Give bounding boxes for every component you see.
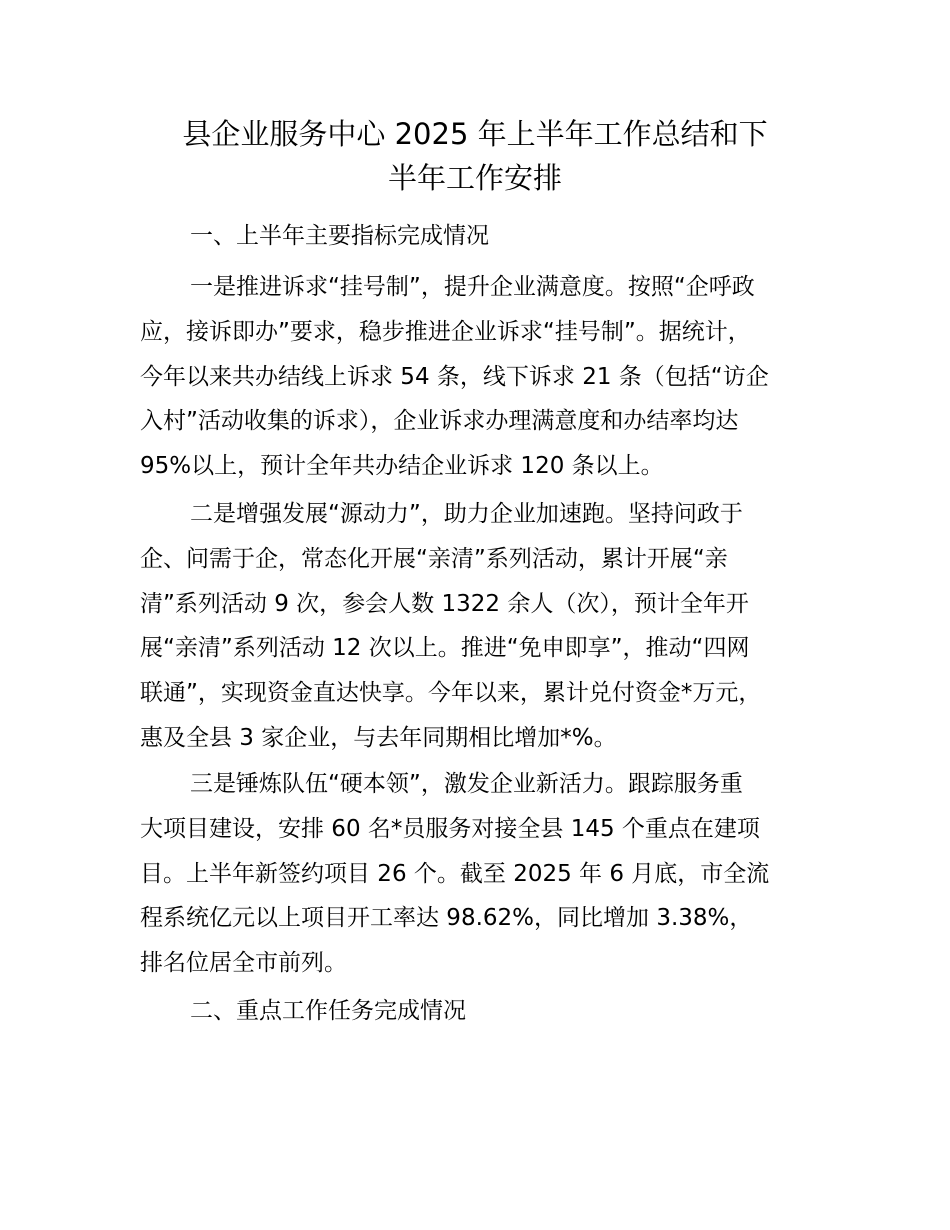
paragraph-1: [140, 265, 830, 489]
paragraph-line: 入村”活动收集的诉求），企业诉求办理满意度和办结率均达: [140, 408, 739, 435]
paragraph-line: 目。上半年新签约项目 26 个。截至 2025 年 6 月底，市全流: [140, 860, 770, 887]
paragraph-line: 一是推进诉求“挂号制”，提升企业满意度。按照“企呼政: [190, 274, 755, 300]
paragraph-line: 联通”，实现资金直达快享。今年以来，累计兑付资金*万元，: [140, 680, 762, 707]
paragraph-line: 清”系列活动 9 次，参会人数 1322 余人（次），预计全年开: [140, 590, 749, 617]
paragraph-line: 95%以上，预计全年共办结企业诉求 120 条以上。: [140, 453, 664, 480]
paragraph-line: 企、问需于企，常态化开展“亲清”系列活动，累计开展“亲: [140, 545, 728, 572]
paragraph-3: [140, 762, 830, 986]
paragraph-line: 惠及全县 3 家企业，与去年同期相比增加*%。: [140, 724, 617, 751]
paragraph-2: [140, 492, 830, 761]
paragraph-line: 三是锤炼队伍“硬本领”，激发企业新活力。跟踪服务重: [190, 771, 743, 797]
paragraph-line: 排名位居全市前列。: [140, 950, 347, 977]
paragraph-line: 今年以来共办结线上诉求 54 条，线下诉求 21 条（包括“访企: [140, 363, 769, 390]
paragraph-line: 应，接诉即办”要求，稳步推进企业诉求“挂号制”。据统计，: [140, 318, 751, 345]
paragraph-line: 二是增强发展“源动力”，助力企业加速跑。坚持问政于: [190, 501, 743, 527]
paragraph-line: 展“亲清”系列活动 12 次以上。推进“免申即享”，推动“四网: [140, 635, 750, 662]
paragraph-line: 程系统亿元以上项目开工率达 98.62%，同比增加 3.38%，: [140, 905, 753, 932]
section-heading-2: 二、重点工作任务完成情况: [190, 998, 466, 1024]
title-line-1: 县企业服务中心 2025 年上半年工作总结和下: [182, 117, 768, 151]
section-heading-1: 一、上半年主要指标完成情况: [190, 223, 489, 249]
title-line-2: 半年工作安排: [387, 161, 562, 195]
document-title: [140, 112, 810, 200]
paragraph-line: 大项目建设，安排 60 名*员服务对接全县 145 个重点在建项: [140, 815, 760, 842]
